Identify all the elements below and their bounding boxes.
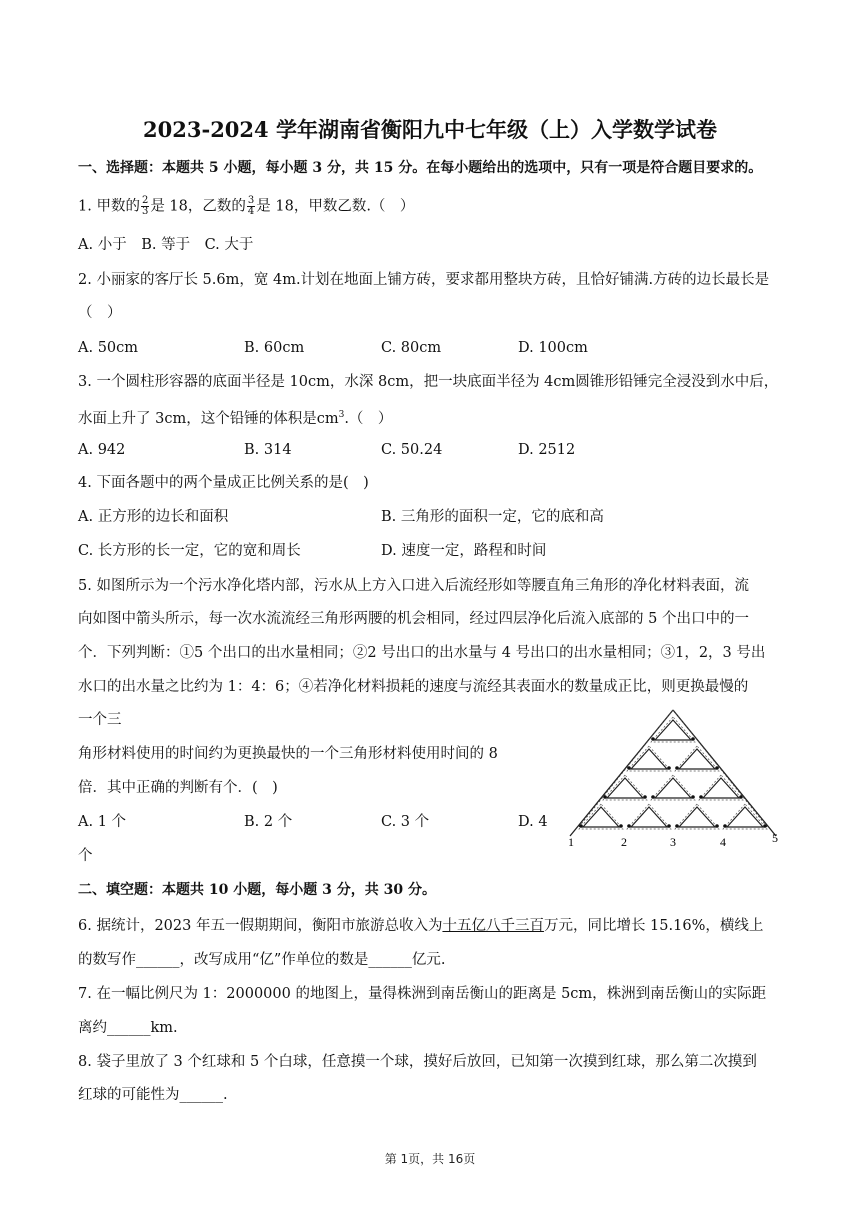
question-5-stem-line2: 向如图中箭头所示，每一次水流流经三角形两腰的机会相同，经过四层净化后流入底部的 5 个出口中的一	[78, 611, 749, 627]
triangle-material	[655, 778, 691, 798]
question-3-option-c: C. 50.24	[381, 442, 443, 458]
question-5-stem-line5: 一个三	[78, 712, 122, 728]
outlet-labels	[568, 831, 778, 849]
flow-arrow	[763, 824, 767, 828]
flow-arrow	[651, 795, 655, 799]
page-title: 2023-2024 学年湖南省衡阳九中七年级（上）入学数学试卷	[143, 117, 717, 142]
question-3-stem-line1: 3. 一个圆柱形容器的底面半径是 10cm，水深 8cm，把一块底面半径为 4cm圆锥形铅锤完全浸没到水中后，	[78, 374, 779, 390]
flow-arrow	[723, 824, 727, 828]
purification-tower-diagram	[562, 708, 784, 850]
question-4-option-a: A. 正方形的边长和面积	[78, 509, 229, 525]
triangle-material	[727, 807, 763, 827]
triangle-material	[607, 778, 643, 798]
question-3-option-b: B. 314	[244, 442, 292, 458]
triangle-material	[631, 749, 667, 769]
outlet-label-5: 5	[772, 831, 778, 845]
question-1-options: A. 小于 B. 等于 C. 大于	[78, 237, 254, 253]
flow-arrow	[691, 795, 695, 799]
q1-text-post: 是 18，甲数乙数.（ ）	[256, 198, 415, 215]
flow-arrow	[603, 795, 607, 799]
question-4-stem: 4. 下面各题中的两个量成正比例关系的是( )	[78, 475, 369, 491]
flow-arrow	[667, 824, 671, 828]
question-7-stem-line2: 离约______km.	[78, 1020, 178, 1036]
question-5-option-c: C. 3 个	[381, 814, 430, 830]
triangle-material	[631, 807, 667, 827]
question-5-stem-line6: 角形材料使用的时间约为更换最快的一个三角形材料使用时间的 8	[78, 746, 498, 762]
question-6-stem-line1: 6. 据统计，2023 年五一假期期间，衡阳市旅游总收入为十五亿八千三百万元，同比增长 15.16%，横线上	[78, 918, 764, 934]
outlet-label-1: 1	[568, 835, 574, 849]
triangle-material	[679, 807, 715, 827]
flow-arrow	[619, 824, 623, 828]
question-5-option-b: B. 2 个	[244, 814, 293, 830]
question-5-stem-line7: 倍．其中正确的判断有个．( )	[78, 780, 278, 796]
underlined-number-text: 十五亿八千三百	[442, 918, 544, 934]
question-5-stem-line3: 个．下列判断：①5 个出口的出水量相同；②2 号出口的出水量与 4 号出口的出水量相同；③1，2，3 号出	[78, 645, 766, 661]
question-5-stem-line1: 5. 如图所示为一个污水净化塔内部，污水从上方入口进入后流经形如等腰直角三角形的净化材料表面，流	[78, 578, 749, 594]
flow-arrow	[675, 766, 679, 770]
fraction-2-3: $\frac{2}{3}$	[141, 195, 149, 217]
flow-arrow	[691, 737, 695, 741]
question-4-option-d: D. 速度一定，路程和时间	[381, 543, 547, 559]
triangle-material	[703, 778, 739, 798]
outlet-label-2: 2	[621, 835, 627, 849]
question-2-stem-line1: 2. 小丽家的客厅长 5.6m，宽 4m.计划在地面上铺方砖，要求都用整块方砖，且恰好铺满.方砖的边长最长是	[78, 272, 770, 288]
flow-arrow	[579, 824, 583, 828]
flow-arrow	[627, 766, 631, 770]
question-2-stem-line2: （ ）	[78, 305, 122, 321]
question-2-option-d: D. 100cm	[518, 340, 588, 356]
flow-arrow	[627, 824, 631, 828]
fraction-3-4: $\frac{3}{4}$	[247, 195, 255, 217]
flow-arrow	[739, 795, 743, 799]
question-2-option-a: A. 50cm	[78, 340, 139, 356]
triangle-material	[655, 720, 691, 740]
question-8-stem-line2: 红球的可能性为______.	[78, 1087, 228, 1103]
q1-text-pre: 1. 甲数的	[78, 198, 140, 215]
question-5-option-d: D. 4	[518, 814, 548, 830]
flow-arrow	[675, 824, 679, 828]
flow-arrow	[715, 824, 719, 828]
question-3-stem-line2: 水面上升了 3cm，这个铅锤的体积是$cm^3$.（ ）	[78, 410, 393, 427]
triangle-material	[583, 807, 619, 827]
q1-text-mid: 是 18，乙数的	[150, 198, 246, 215]
question-5-stem-line4: 水口的出水量之比约为 1：4：6；④若净化材料损耗的速度与流经其表面水的数量成正比，则更换最慢的	[78, 679, 749, 695]
question-2-option-b: B. 60cm	[244, 340, 305, 356]
flow-arrow	[699, 795, 703, 799]
triangle-material	[679, 749, 715, 769]
question-8-stem-line1: 8. 袋子里放了 3 个红球和 5 个白球，任意摸一个球，摸好后放回，已知第一次摸到红球，那么第二次摸到	[78, 1054, 757, 1070]
section-heading-choice: 一、选择题：本题共 5 小题，每小题 3 分，共 15 分。在每小题给出的选项中，只有一项是符合题目要求的。	[78, 160, 763, 176]
triangle-materials	[579, 717, 767, 829]
question-4-option-b: B. 三角形的面积一定，它的底和高	[381, 509, 604, 525]
outlet-label-4: 4	[720, 835, 726, 849]
question-2-option-c: C. 80cm	[381, 340, 442, 356]
flow-arrow	[667, 766, 671, 770]
flow-arrow	[715, 766, 719, 770]
section-heading-fill: 二、填空题：本题共 10 小题，每小题 3 分，共 30 分。	[78, 882, 436, 898]
outlet-label-3: 3	[670, 835, 676, 849]
tower-outline	[570, 710, 776, 836]
flow-arrow	[651, 737, 655, 741]
question-3-option-a: A. 942	[78, 442, 126, 458]
question-4-option-c: C. 长方形的长一定，它的宽和周长	[78, 543, 301, 559]
question-5-option-d-continued: 个	[78, 848, 93, 864]
question-7-stem-line1: 7. 在一幅比例尺为 1：2000000 的地图上，量得株洲到南岳衡山的距离是 5cm，株洲到南岳衡山的实际距	[78, 986, 767, 1002]
question-5-option-a: A. 1 个	[78, 814, 127, 830]
page-footer: 第 1页，共 16页	[384, 1152, 476, 1166]
question-6-stem-line2: 的数写作______，改写成用“亿”作单位的数是______亿元.	[78, 952, 446, 968]
question-1-stem	[78, 196, 414, 217]
flow-arrow	[643, 795, 647, 799]
question-3-option-d: D. 2512	[518, 442, 576, 458]
